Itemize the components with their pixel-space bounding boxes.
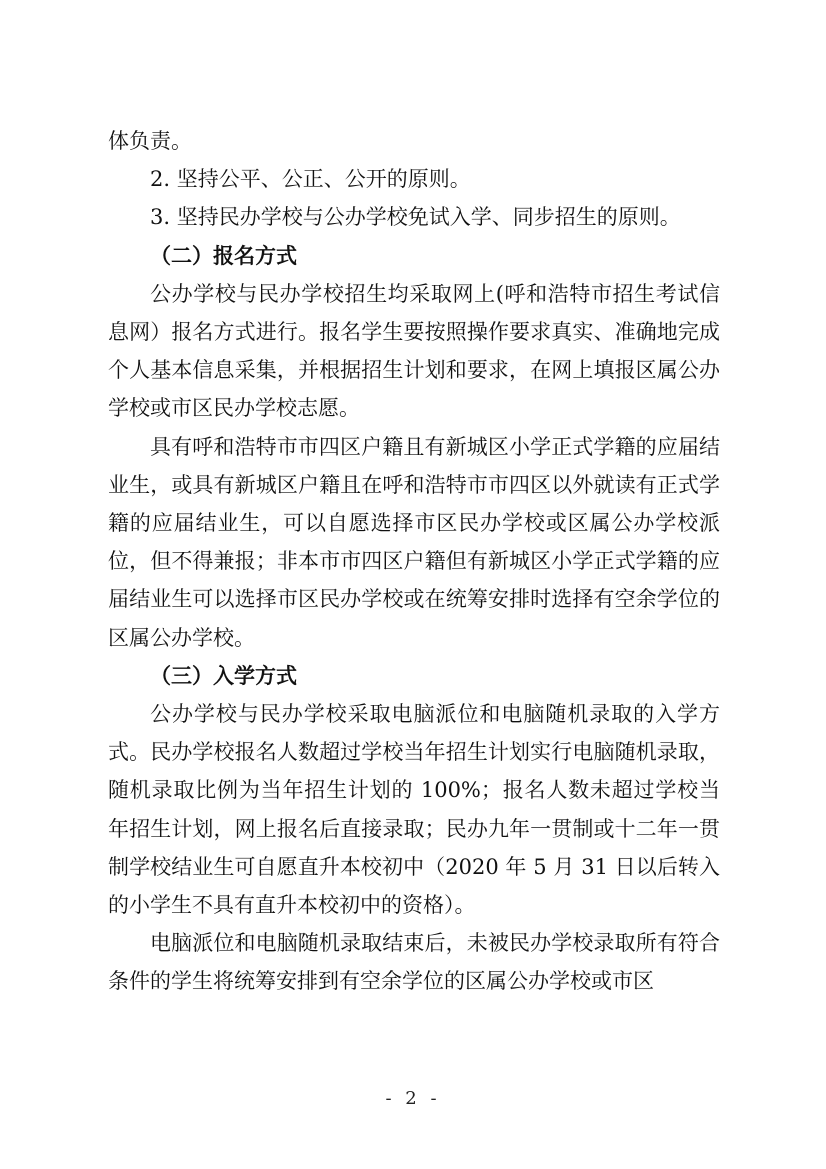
paragraph-5: 具有呼和浩特市市四区户籍且有新城区小学正式学籍的应届结业生，或具有新城区户籍且在呼和浩特市市四区以外就读有正式学籍的应届结业生，可以自愿选择市区民办学校或区属公办学校派位，但不得兼报；非本市市四区户籍但有新城区小学正式学籍的应届结业生可以选择市区民办学校或在统筹安排时选择有空余学位的区属公办学校。 xyxy=(108,434,720,650)
document-body xyxy=(108,122,720,1001)
section-heading-admission: （三）入学方式 xyxy=(150,663,297,688)
paragraph-1: 2. 坚持公平、公正、公开的原则。 xyxy=(150,167,471,192)
paragraph-7: 公办学校与民办学校采取电脑派位和电脑随机录取的入学方式。民办学校报名人数超过学校当年招生计划实行电脑随机录取，随机录取比例为当年招生计划的 100%；报名人数未超过学校当年招生计划，网上报名后直接录取；民办九年一贯制或十二年一贯制学校结业生可自愿直升本校初中（2020 年 5 月 31 日以后转入的小学生不具有直升本校初中的资格）。 xyxy=(108,702,720,918)
page-number: - 2 - xyxy=(385,1088,441,1109)
paragraph-0: 体负责。 xyxy=(108,129,192,153)
paragraph-8: 电脑派位和电脑随机录取结束后，未被民办学校录取所有符合条件的学生将统筹安排到有空余学位的区属公办学校或市区 xyxy=(108,931,720,994)
paragraph-4: 公办学校与民办学校招生均采取网上(呼和浩特市招生考试信息网）报名方式进行。报名学生要按照操作要求真实、准确地完成个人基本信息采集，并根据招生计划和要求，在网上填报区属公办学校或市区民办学校志愿。 xyxy=(108,281,720,421)
section-heading-registration: （二）报名方式 xyxy=(150,243,297,268)
paragraph-2: 3. 坚持民办学校与公办学校免试入学、同步招生的原则。 xyxy=(150,205,681,230)
